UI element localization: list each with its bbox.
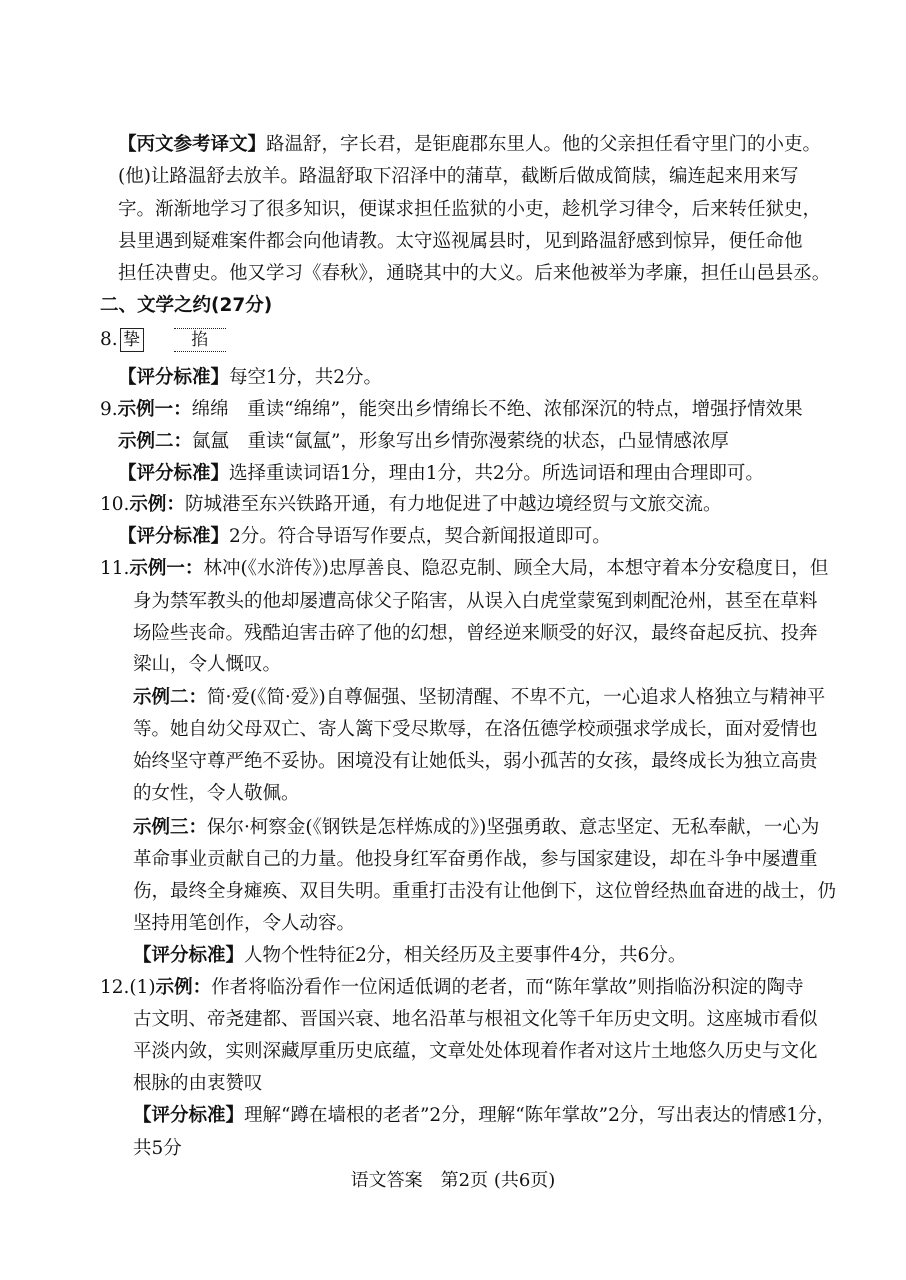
- q12-ex-label: 示例：: [155, 977, 212, 998]
- q12-ex-text: 作者将临汾看作一位闲适低调的老者，而“陈年掌故”则指临汾积淀的陶寺: [211, 977, 804, 998]
- q9-number: 9.: [100, 399, 118, 420]
- q8-number: 8.: [100, 329, 118, 350]
- q11-ex2-line-1: [133, 685, 825, 711]
- q8-line: [100, 327, 226, 353]
- q11-number: 11.: [100, 558, 130, 579]
- q11-ex2-label: 示例二：: [133, 687, 208, 708]
- q11-standard-text: 人物个性特征2分，相关经历及主要事件4分，共6分。: [244, 945, 687, 966]
- translation-line-3: 字。渐渐地学习了很多知识，便谋求担任监狱的小吏，趁机学习律令，后来转任狱史，: [118, 199, 822, 220]
- q12-standard-line-2: 共5分: [133, 1138, 182, 1159]
- q8-dotted-char: 掐: [174, 328, 226, 352]
- q11-ex1-text: 林冲(《水浒传》)忠厚善良、隐忍克制、顾全大局，本想守着本分安稳度日，但: [203, 558, 829, 579]
- q10-ex-label: 示例：: [129, 494, 185, 515]
- q9-ex1-text: 绵绵 重读“绵绵”，能突出乡情绵长不绝、浓郁深沉的特点，增强抒情效果: [191, 399, 803, 420]
- q10-number: 10.: [100, 494, 130, 515]
- q12-standard-text: 理解“蹲在墙根的老者”2分，理解“陈年掌故”2分，写出表达的情感1分，: [244, 1105, 836, 1126]
- q11-ex3-label: 示例三：: [133, 817, 208, 838]
- q11-ex3-text: 保尔·柯察金(《钢铁是怎样炼成的》)坚强勇敢、意志坚定、无私奉献，一心为: [207, 817, 820, 838]
- q11-ex2-line-3: 始终坚守尊严绝不妥协。困境没有让她低头，弱小孤苦的女孩，最终成长为独立高贵: [133, 751, 818, 772]
- q9-ex2-text: 氤氲 重读“氤氲”，形象写出乡情弥漫萦绕的状态，凸显情感浓厚: [192, 431, 729, 452]
- q9-example-1: [100, 397, 803, 423]
- translation-line-5: 担任决曹史。他又学习《春秋》，通晓其中的大义。后来他被举为孝廉，担任山邑县丞。: [118, 263, 831, 284]
- q9-standard: [118, 461, 764, 487]
- q10-standard-label: 【评分标准】: [118, 526, 230, 547]
- q9-ex2-label: 示例二：: [118, 431, 193, 452]
- q11-ex2-line-4: 的女性，令人敬佩。: [133, 783, 300, 804]
- q11-ex3-line-1: [133, 815, 819, 841]
- translation-line-4: 县里遇到疑难案件都会向他请教。太守巡视属县时，见到路温舒感到惊异，便任命他: [118, 231, 803, 252]
- q11-ex1-line-1: [100, 556, 828, 582]
- q12-line-1: [100, 975, 804, 1001]
- q9-ex1-label: 示例一：: [117, 399, 192, 420]
- q11-ex1-line-3: 场险些丧命。残酷迫害击碎了他的幻想，曾经逆来顺受的好汉，最终奋起反抗、投奔: [133, 623, 818, 644]
- q10-example: [100, 492, 721, 518]
- q10-standard: [118, 524, 611, 550]
- q8-standard-label: 【评分标准】: [118, 367, 230, 388]
- translation-line-2: (他)让路温舒去放羊。路温舒取下沼泽中的蒲草，截断后做成简牍，编连起来用来写: [118, 166, 799, 187]
- q12-line-4: 根脉的由衷赞叹: [133, 1073, 263, 1094]
- q11-ex2-text: 简·爱(《简·爱》)自尊倔强、坚韧清醒、不卑不亢，一心追求人格独立与精神平: [207, 687, 826, 708]
- q11-ex1-label: 示例一：: [129, 558, 204, 579]
- q12-line-3: 平淡内敛，实则深藏厚重历史底蕴，文章处处体现着作者对这片土地悠久历史与文化: [133, 1041, 818, 1062]
- q11-ex1-line-2: 身为禁军教头的他却屡遭高俅父子陷害，从误入白虎堂蒙冤到刺配沧州，甚至在草料: [133, 591, 818, 612]
- q9-example-2: [118, 429, 729, 455]
- q10-standard-text: 2分。符合导语写作要点，契合新闻报道即可。: [229, 526, 611, 547]
- q10-ex-text: 防城港至东兴铁路开通，有力地促进了中越边境经贸与文旅交流。: [184, 494, 722, 515]
- translation-label: 【丙文参考译文】: [118, 134, 267, 155]
- q12-standard-label: 【评分标准】: [133, 1105, 245, 1126]
- q11-ex3-line-2: 革命事业贡献自己的力量。他投身红军奋勇作战，参与国家建设，却在斗争中屡遭重: [133, 849, 818, 870]
- section-heading: 二、文学之约(27分): [100, 295, 273, 316]
- q9-standard-label: 【评分标准】: [118, 463, 230, 484]
- q8-boxed-char: 挚: [120, 328, 144, 352]
- page-footer: 语文答案 第2页 (共6页): [350, 1170, 556, 1191]
- translation-line-1: [118, 132, 821, 158]
- q12-standard-line-1: [133, 1103, 835, 1129]
- q11-standard-label: 【评分标准】: [133, 945, 245, 966]
- translation-text: 路温舒，字长君，是钜鹿郡东里人。他的父亲担任看守里门的小吏。: [266, 134, 822, 155]
- q11-ex2-line-2: 等。她自幼父母双亡、寄人篱下受尽欺辱，在洛伍德学校顽强求学成长，面对爱情也: [133, 719, 818, 740]
- q12-line-2: 古文明、帝尧建都、晋国兴衰、地名沿革与根祖文化等千年历史文明。这座城市看似: [133, 1009, 818, 1030]
- q8-standard-text: 每空1分，共2分。: [229, 367, 383, 388]
- q11-ex1-line-4: 梁山，令人慨叹。: [133, 654, 282, 675]
- q11-ex3-line-3: 伤，最终全身瘫痪、双目失明。重重打击没有让他倒下，这位曾经热血奋进的战士，仍: [133, 881, 837, 902]
- q11-standard: [133, 943, 686, 969]
- q9-standard-text: 选择重读词语1分，理由1分，共2分。所选词语和理由合理即可。: [229, 463, 764, 484]
- q11-ex3-line-4: 坚持用笔创作，令人动容。: [133, 913, 356, 934]
- q12-number: 12.: [100, 977, 130, 998]
- q8-standard: [118, 365, 382, 391]
- q12-sub-number: (1): [129, 977, 156, 998]
